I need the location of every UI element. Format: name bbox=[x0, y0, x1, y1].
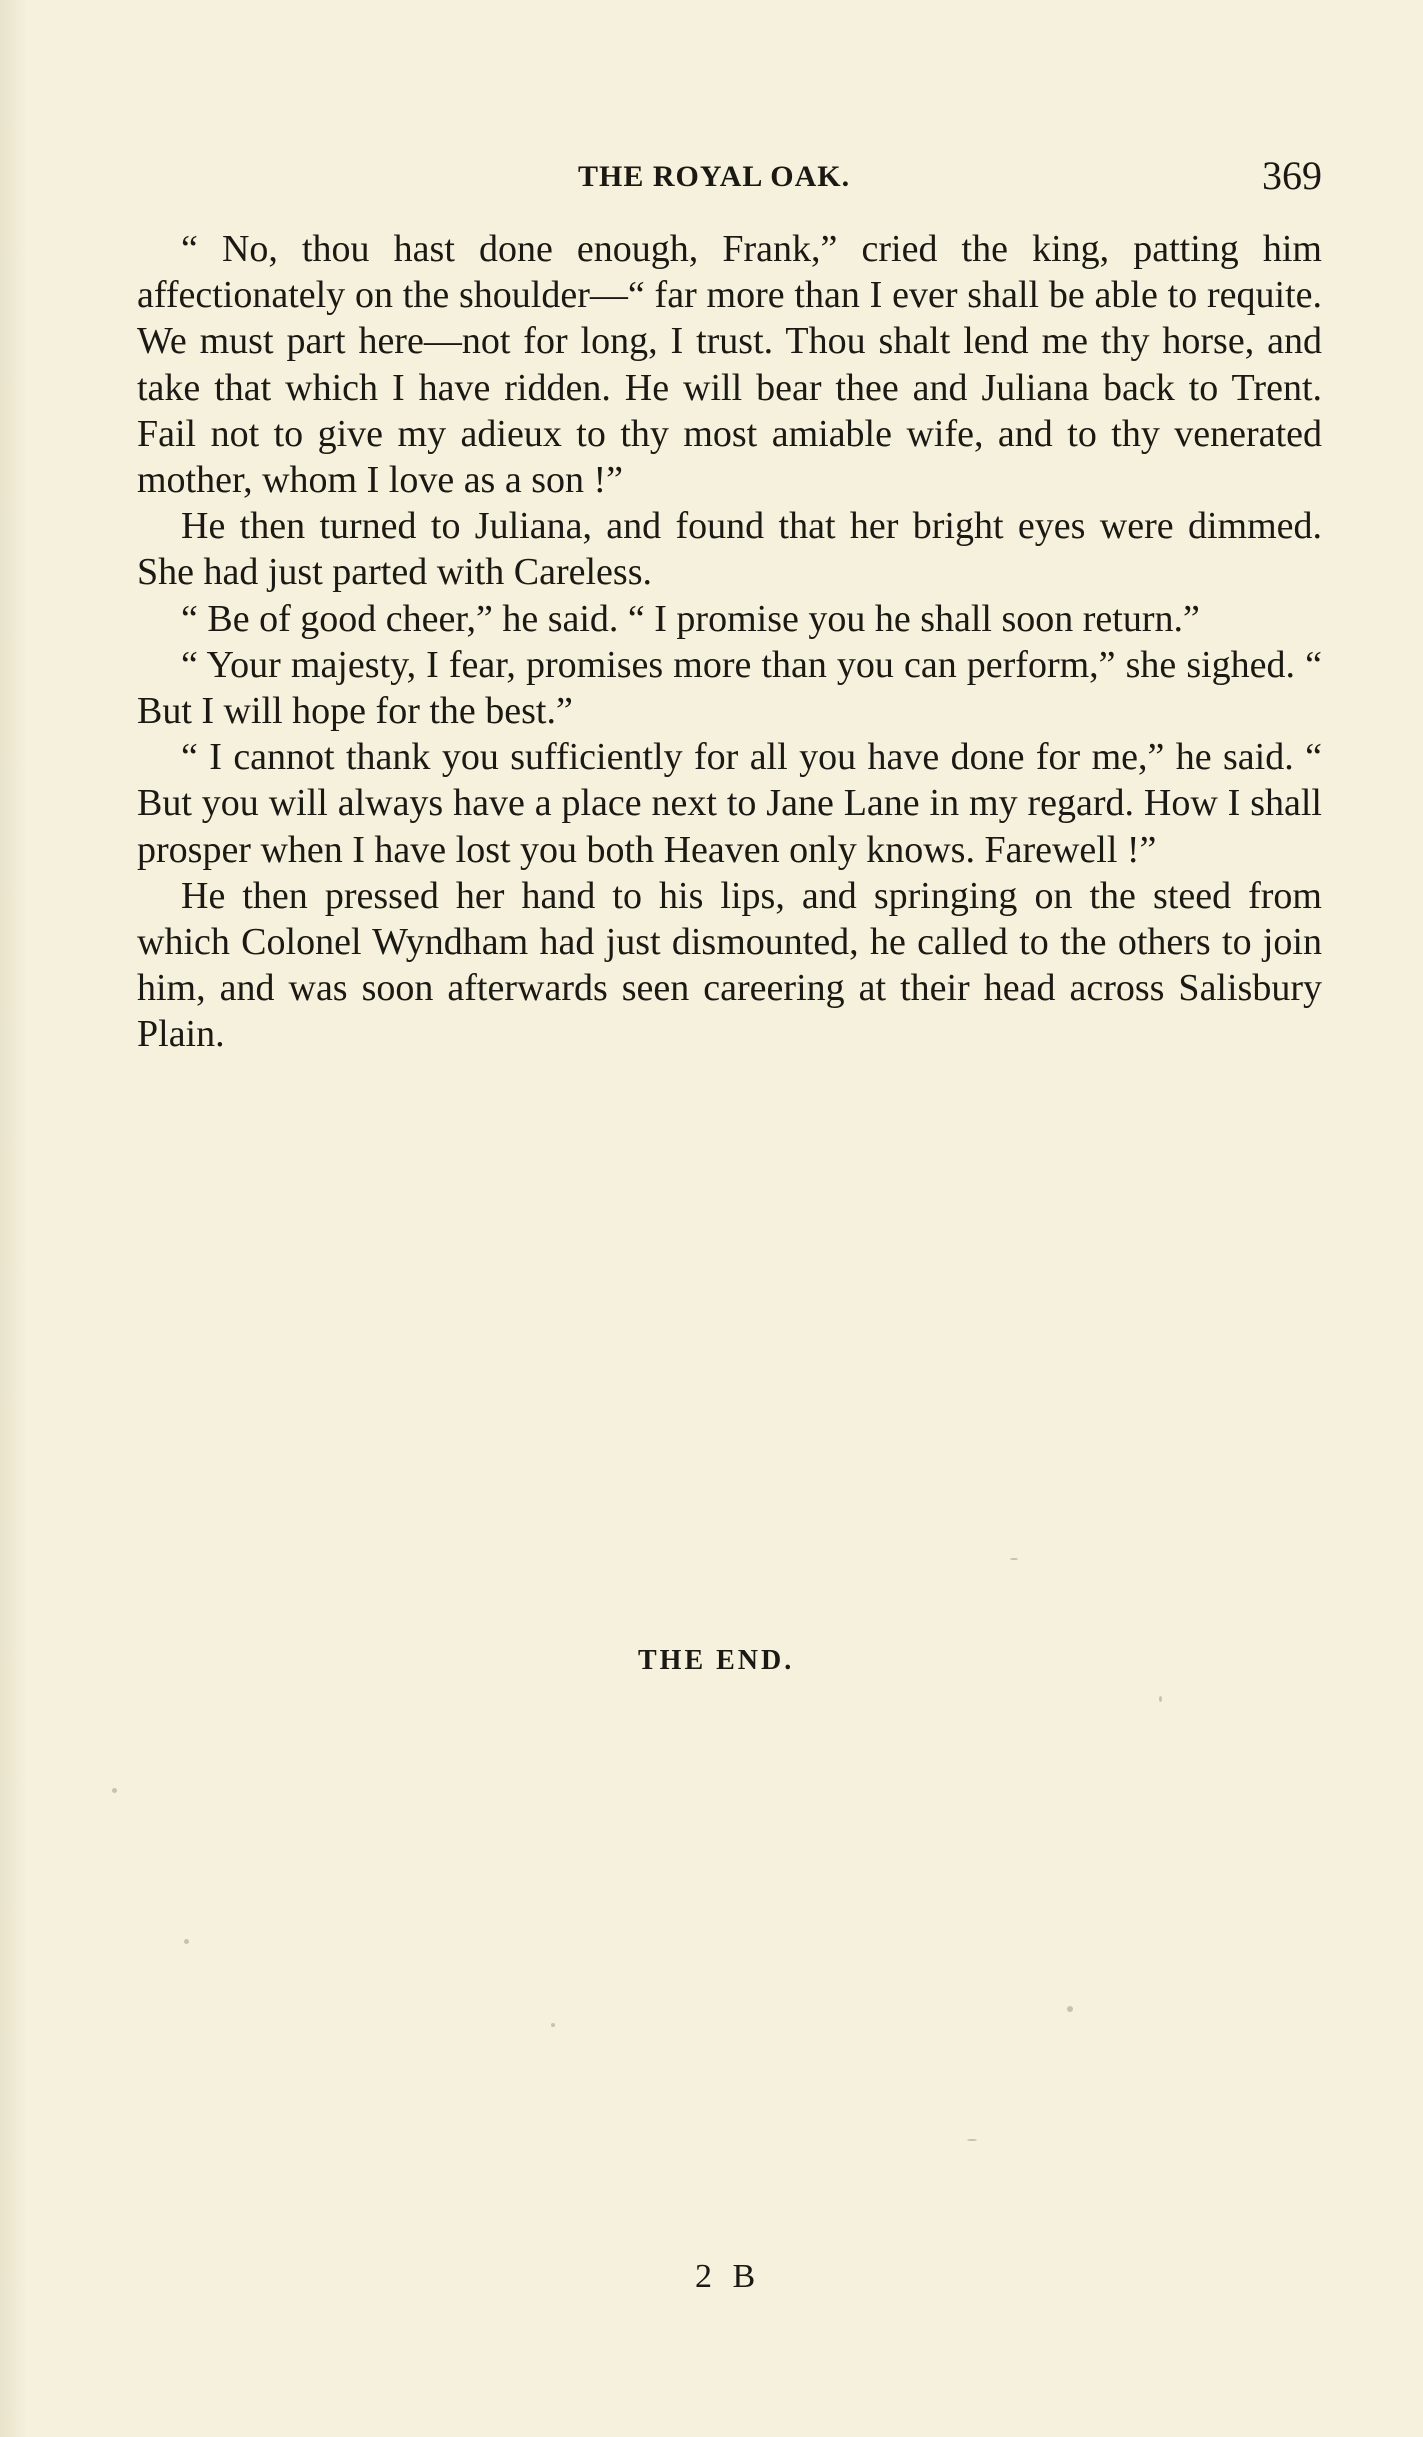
paper-speck bbox=[551, 2023, 555, 2027]
paragraph: “ I cannot thank you sufficiently for all you have done for me,” he said. “ But you will always have a place next to Jane Lane in my regard. How I shall prosper when I have lost you both Heaven only knows. Farewell !” bbox=[137, 736, 1322, 871]
signature-mark: 2 B bbox=[695, 2258, 762, 2295]
end-mark: THE END. bbox=[638, 1645, 795, 1676]
page-number: 369 bbox=[1262, 153, 1322, 198]
paragraph: He then turned to Juliana, and found that her bright eyes were dimmed. She had just parted with Careless. bbox=[137, 505, 1322, 594]
page-edge-shadow bbox=[0, 0, 28, 2437]
paragraph: “ Be of good cheer,” he said. “ I promise you he shall soon return.” bbox=[181, 597, 1200, 640]
paragraph: He then pressed her hand to his lips, and springing on the steed from which Colonel Wyndham had just dismounted, he called to the others to join him, and was soon afterwards seen careering at their head across Salisbury Plain. bbox=[137, 874, 1322, 1056]
paper-speck bbox=[112, 1788, 117, 1793]
body-text bbox=[137, 226, 1322, 1058]
paragraph: “ No, thou hast done enough, Frank,” cried the king, patting him affectionately on the shoulder—“ far more than I ever shall be able to requite. We must part here—not for long, I trust. Thou shalt lend me thy horse, and take that which I have ridden. He will bear thee and Juliana back to Trent. Fail not to give my adieux to thy most amiable wife, and to thy venerated mother, whom I love as a son !” bbox=[137, 228, 1322, 502]
paper-speck bbox=[967, 2139, 977, 2141]
paper-speck bbox=[1010, 1558, 1018, 1560]
paper-speck bbox=[1067, 2006, 1073, 2012]
paragraph: “ Your majesty, I fear, promises more than you can perform,” she sighed. “ But I will hope for the best.” bbox=[137, 643, 1322, 733]
paper-speck bbox=[184, 1939, 189, 1944]
running-title: THE ROYAL OAK. bbox=[578, 160, 851, 193]
paper-speck bbox=[1159, 1696, 1162, 1702]
